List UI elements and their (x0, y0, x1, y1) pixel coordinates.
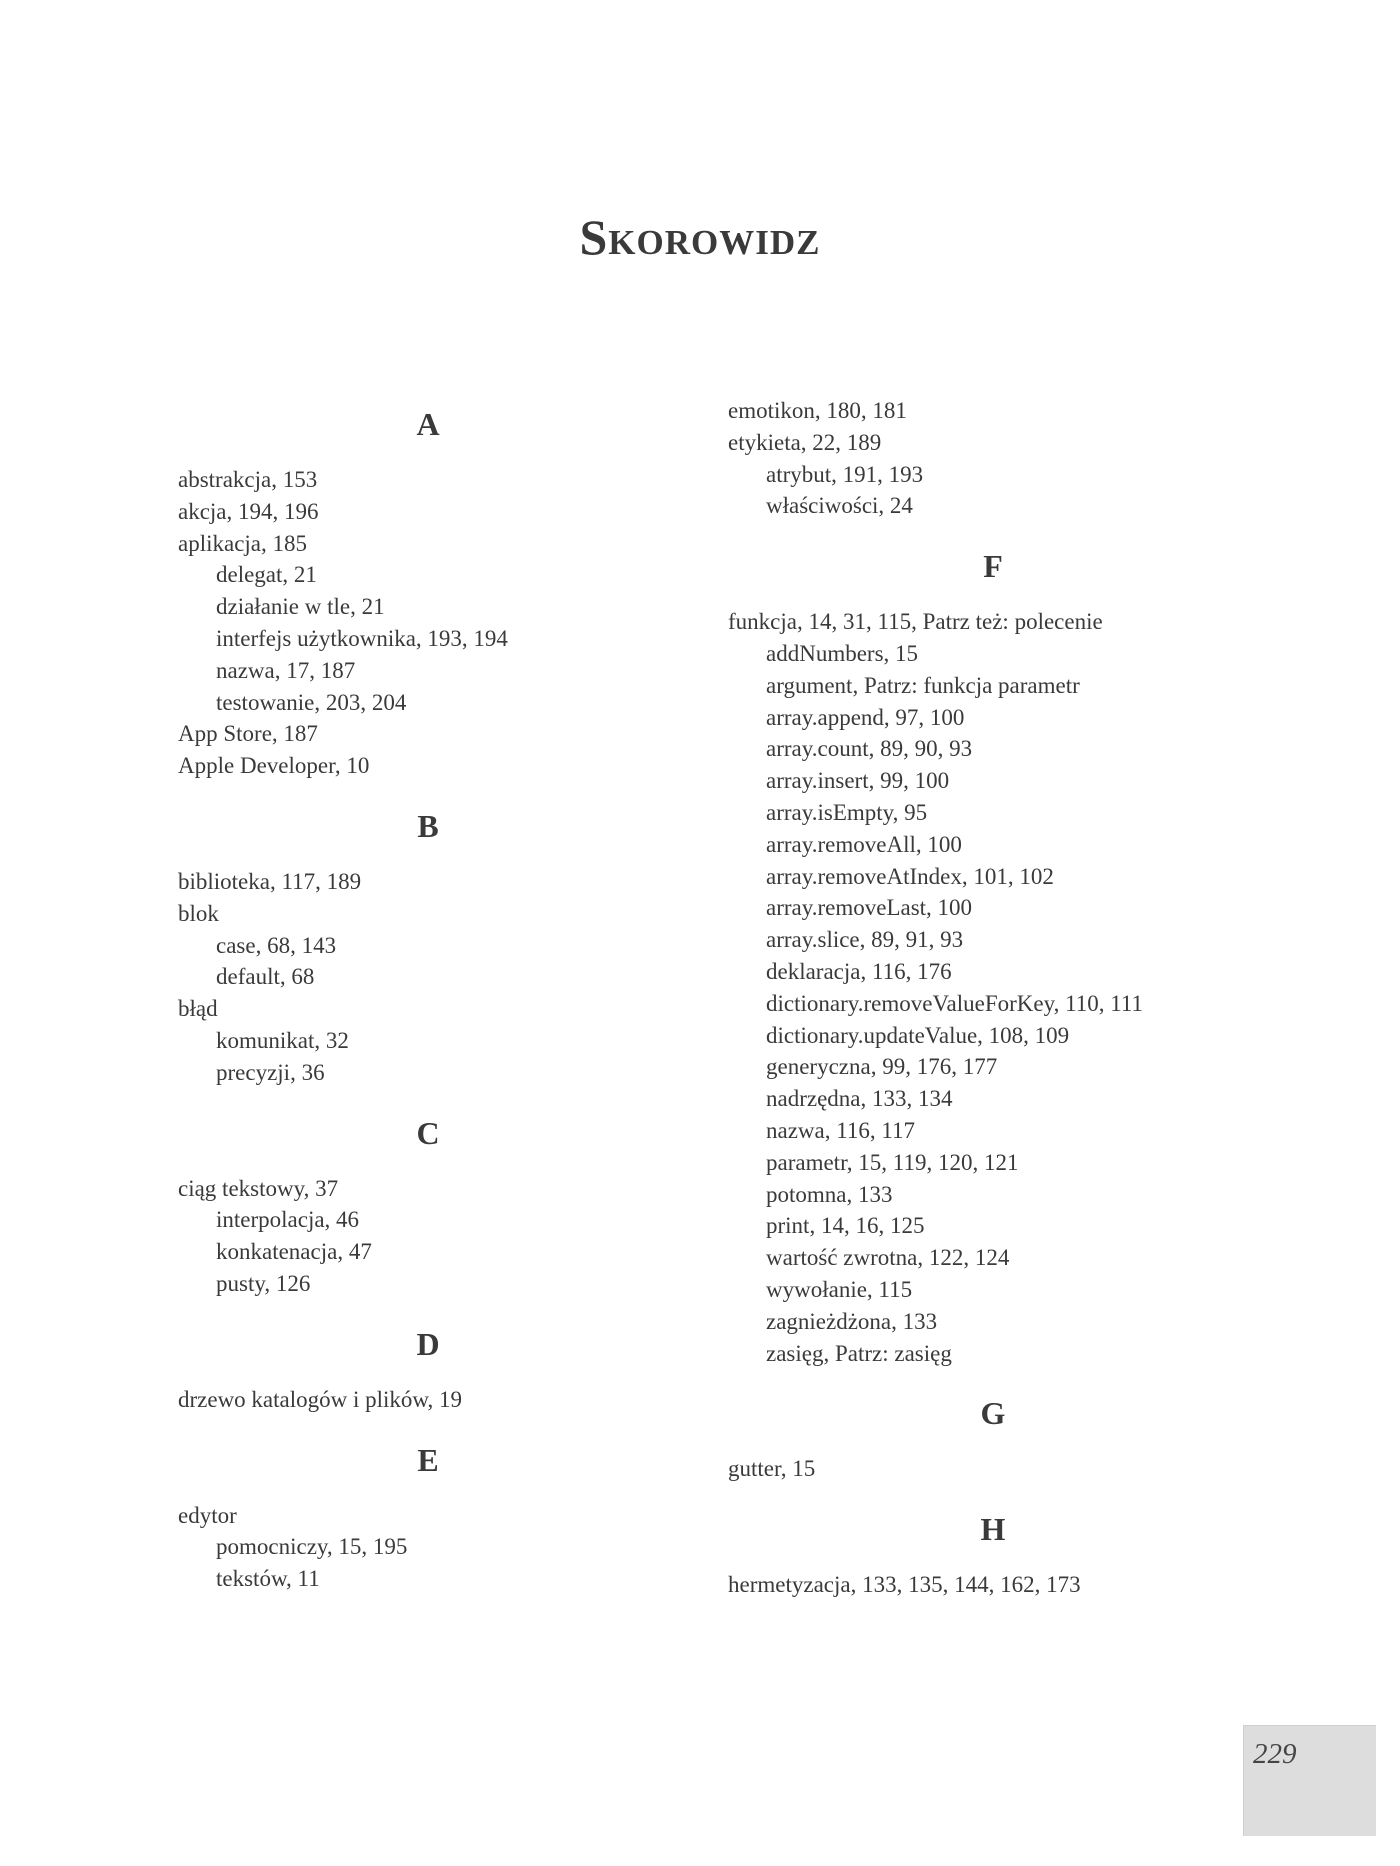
section-letter: F (983, 548, 1003, 585)
section-letter: A (416, 406, 440, 442)
index-entry: edytor (178, 1502, 237, 1528)
index-entry: aplikacja, 185 (178, 530, 308, 556)
index-entry: błąd (178, 996, 218, 1022)
index-subentry: deklaracja, 116, 176 (766, 958, 952, 984)
index-subentry: case, 68, 143 (216, 932, 337, 958)
section-spacer (728, 1485, 1328, 1513)
index-subentry: array.count, 89, 90, 93 (766, 736, 973, 762)
index-entry: akcja, 194, 196 (178, 498, 319, 524)
section-spacer (728, 1545, 1328, 1569)
index-subentry: delegat, 21 (216, 562, 317, 588)
index-entry: Apple Developer, 10 (178, 753, 370, 779)
section-spacer (178, 1089, 698, 1117)
index-entry: abstrakcja, 153 (178, 467, 318, 492)
index-subentry: dictionary.removeValueForKey, 110, 111 (766, 990, 1144, 1016)
left-column (178, 408, 698, 1595)
index-entry: emotikon, 180, 181 (728, 398, 907, 423)
right-column (728, 395, 1328, 1601)
index-subentry: testowanie, 203, 204 (216, 689, 407, 715)
index-subentry: array.isEmpty, 95 (766, 799, 928, 825)
index-subentry: pusty, 126 (216, 1270, 311, 1296)
index-subentry: komunikat, 32 (216, 1027, 349, 1053)
index-subentry: array.removeAtIndex, 101, 102 (766, 863, 1054, 889)
index-subentry: addNumbers, 15 (766, 640, 919, 666)
index-subentry: generyczna, 99, 176, 177 (766, 1054, 998, 1080)
index-subentry: działanie w tle, 21 (216, 594, 385, 620)
index-subentry: array.slice, 89, 91, 93 (766, 927, 964, 953)
section-spacer (178, 1416, 698, 1444)
index-subentry: array.removeAll, 100 (766, 831, 962, 857)
section-spacer (728, 522, 1328, 550)
index-entry: hermetyzacja, 133, 135, 144, 162, 173 (728, 1572, 1081, 1598)
section-spacer (178, 1360, 698, 1384)
index-entry: blok (178, 900, 219, 926)
index-subentry: default, 68 (216, 964, 315, 990)
index-subentry: print, 14, 16, 125 (766, 1213, 925, 1239)
page-number: 229 (1253, 1738, 1297, 1770)
index-subentry: array.removeLast, 100 (766, 895, 973, 921)
section-letter: D (416, 1325, 440, 1362)
section-spacer (178, 1300, 698, 1328)
section-letter: E (417, 1441, 439, 1478)
section-letter: C (416, 1114, 440, 1151)
section-spacer (178, 842, 698, 866)
section-letter: B (417, 807, 439, 844)
index-subentry: zagnieżdżona, 133 (766, 1308, 938, 1334)
index-subentry: array.insert, 99, 100 (766, 768, 950, 794)
index-subentry: array.append, 97, 100 (766, 704, 965, 730)
index-subentry: argument, Patrz: funkcja parametr (766, 672, 1080, 698)
index-subentry: tekstów, 11 (216, 1566, 320, 1592)
section-spacer (728, 582, 1328, 606)
index-subentry: wywołanie, 115 (766, 1276, 913, 1302)
index-entry: funkcja, 14, 31, 115, Patrz też: polecenie (728, 609, 1103, 635)
index-subentry: parametr, 15, 119, 120, 121 (766, 1149, 1019, 1175)
section-letter: G (980, 1395, 1006, 1432)
index-subentry: atrybut, 191, 193 (766, 461, 924, 487)
index-entry: etykieta, 22, 189 (728, 429, 882, 455)
index-subentry: zasięg, Patrz: zasięg (766, 1340, 952, 1366)
index-entry: biblioteka, 117, 189 (178, 868, 362, 894)
index-subentry: nadrzędna, 133, 134 (766, 1086, 953, 1112)
index-entry: App Store, 187 (178, 721, 318, 747)
index-subentry: konkatenacja, 47 (216, 1239, 372, 1265)
section-spacer (728, 1429, 1328, 1453)
index-subentry: pomocniczy, 15, 195 (216, 1534, 408, 1560)
index-entry: gutter, 15 (728, 1456, 816, 1482)
section-spacer (728, 1369, 1328, 1397)
section-spacer (178, 1476, 698, 1500)
index-subentry: nazwa, 17, 187 (216, 657, 356, 683)
index-subentry: interfejs użytkownika, 193, 194 (216, 625, 508, 651)
section-spacer (178, 440, 698, 464)
page-title: Skorowidz (579, 209, 821, 265)
index-subentry: potomna, 133 (766, 1181, 893, 1207)
section-spacer (178, 1149, 698, 1173)
index-subentry: wartość zwrotna, 122, 124 (766, 1245, 1010, 1271)
section-letter: H (980, 1511, 1006, 1548)
index-subentry: właściwości, 24 (766, 493, 913, 519)
index-subentry: nazwa, 116, 117 (766, 1117, 916, 1143)
section-spacer (178, 782, 698, 810)
index-subentry: precyzji, 36 (216, 1059, 325, 1085)
index-entry: ciąg tekstowy, 37 (178, 1175, 339, 1201)
index-subentry: dictionary.updateValue, 108, 109 (766, 1022, 1070, 1048)
index-subentry: interpolacja, 46 (216, 1207, 360, 1233)
index-entry: drzewo katalogów i plików, 19 (178, 1386, 463, 1412)
